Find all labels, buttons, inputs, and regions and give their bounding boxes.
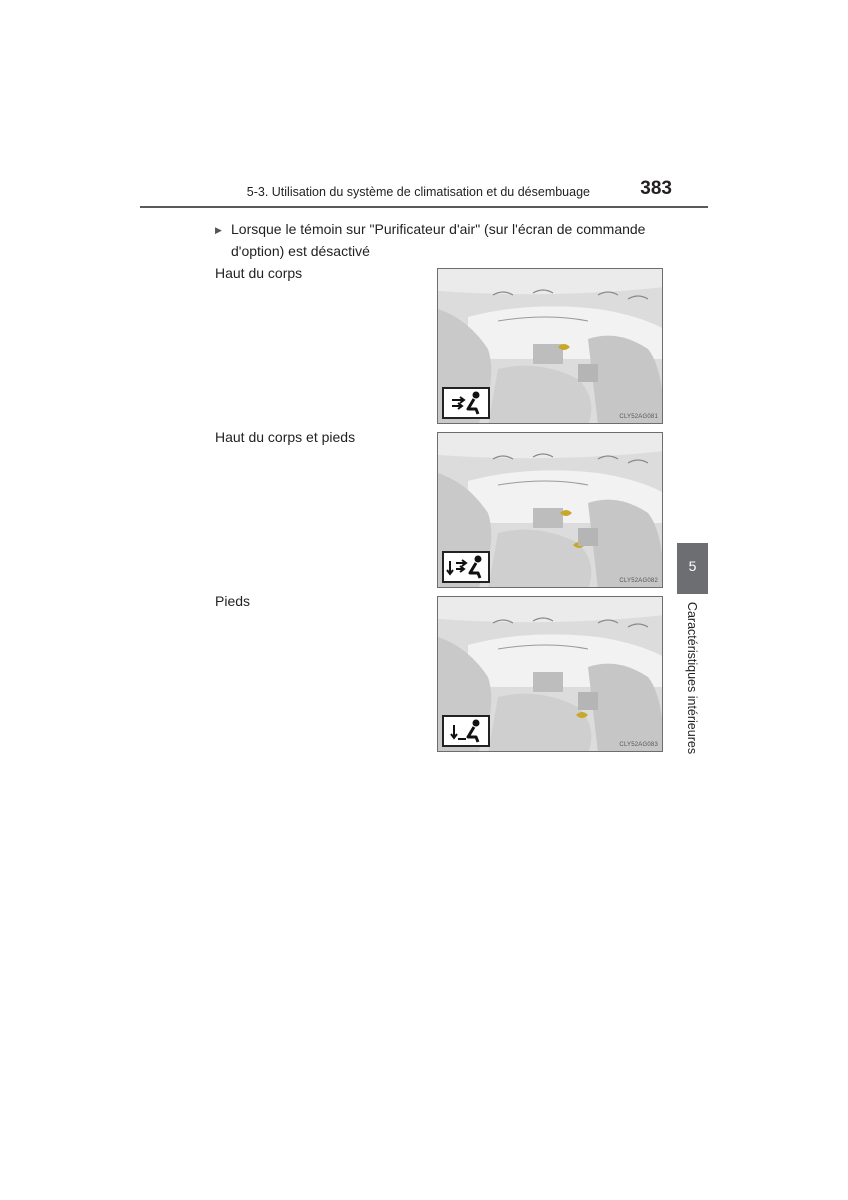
figure-code: CLY52AG083 [619, 742, 658, 748]
illustration-feet [437, 596, 663, 752]
section-title: 5-3. Utilisation du système de climatisation et du désembuage [246, 185, 590, 199]
bullet-text-line2: d'option) est désactivé [231, 243, 370, 259]
header-divider [140, 206, 708, 208]
chapter-tab: 5 [677, 543, 708, 594]
feet-vent-icon [442, 715, 490, 747]
figure-code: CLY52AG082 [619, 578, 658, 584]
illustration-upper-body-and-feet [437, 432, 663, 588]
mode-label-upper-body: Haut du corps [215, 265, 303, 281]
illustration-upper-body [437, 268, 663, 424]
bullet-item [215, 218, 675, 262]
triangle-bullet-icon: ▶ [215, 225, 222, 235]
mode-label-upper-body-and-feet: Haut du corps et pieds [215, 429, 356, 445]
page-number: 383 [640, 178, 672, 199]
face-and-feet-vent-icon [442, 551, 490, 583]
mode-label-feet: Pieds [215, 593, 251, 609]
chapter-label: Caractéristiques intérieures [685, 601, 699, 755]
figure-code: CLY52AG081 [619, 414, 658, 420]
face-vent-icon [442, 387, 490, 419]
bullet-text-line1: Lorsque le témoin sur "Purificateur d'air" (sur l'écran de commande [231, 221, 646, 237]
